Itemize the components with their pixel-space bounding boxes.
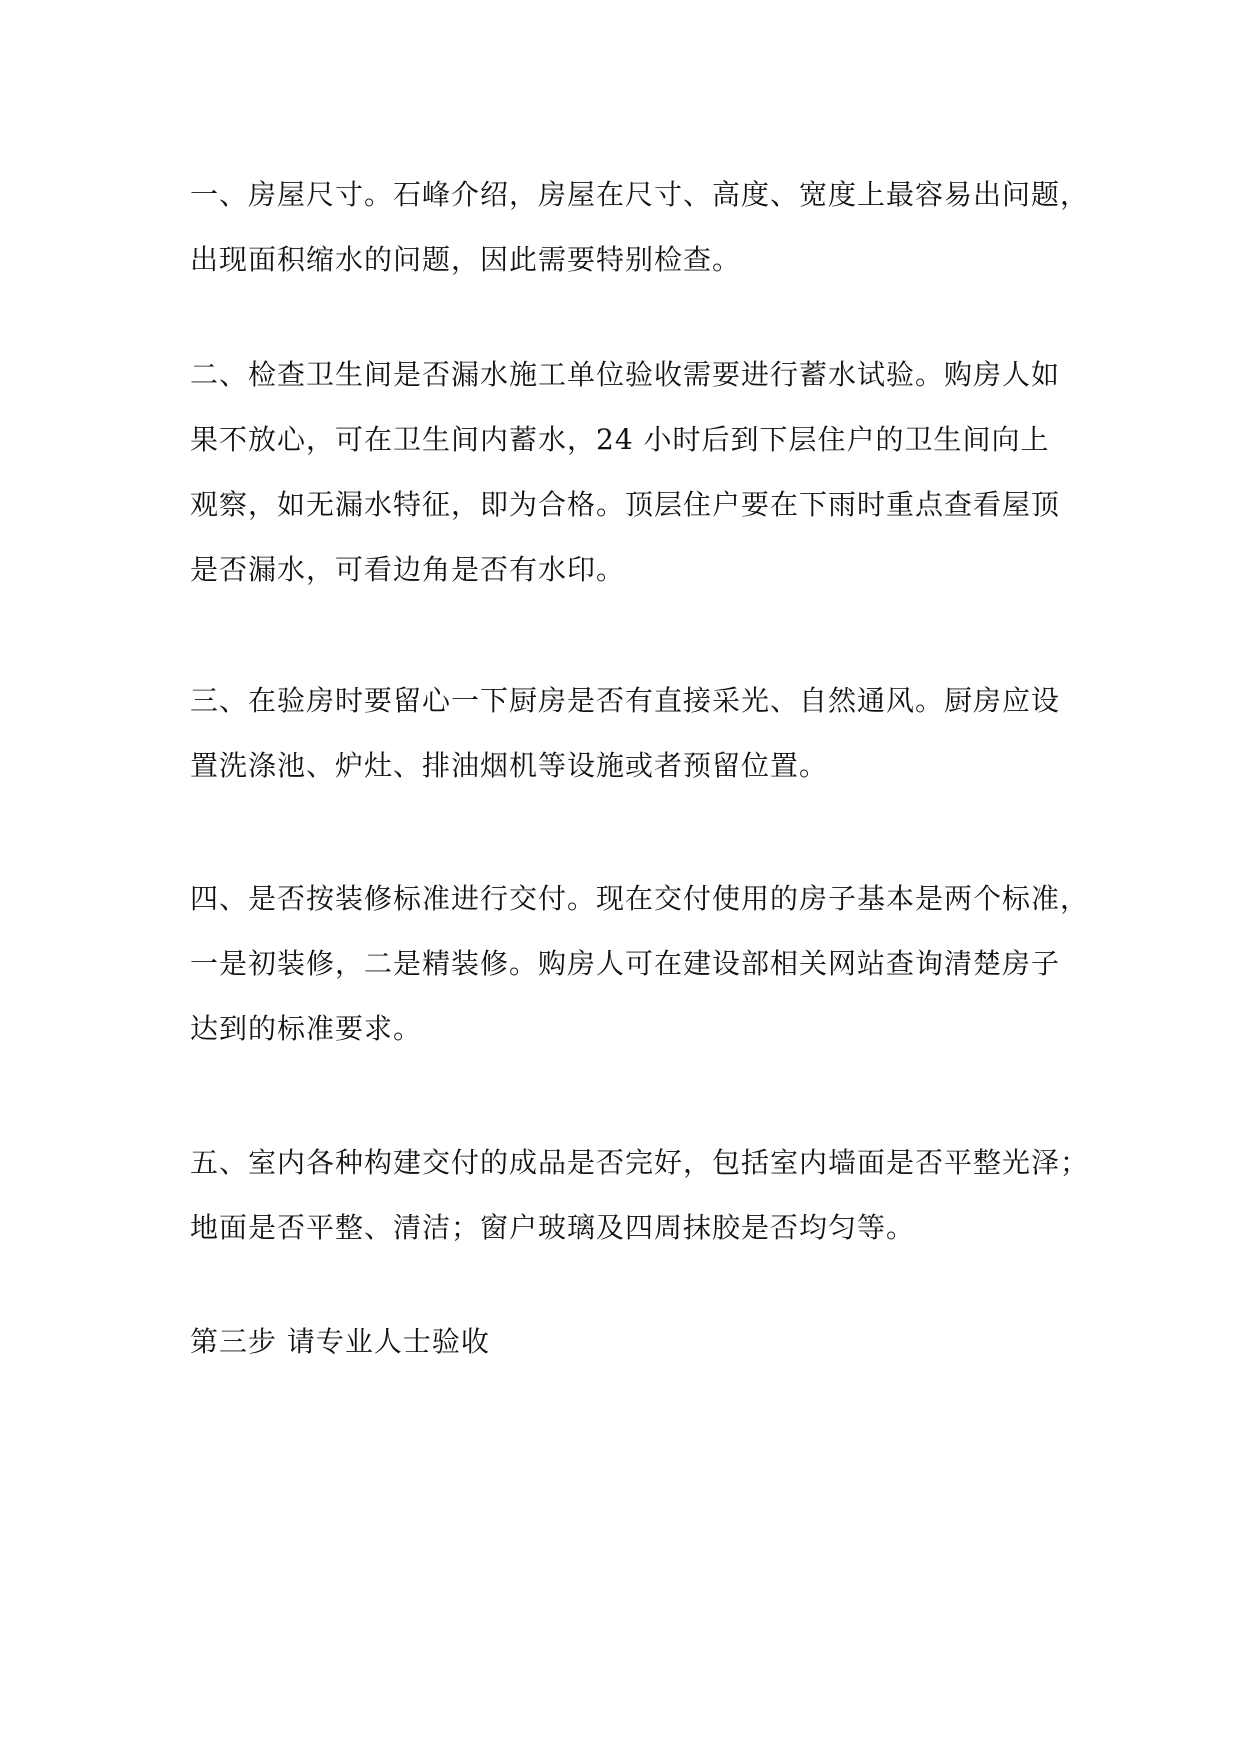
paragraph-line: 观察，如无漏水特征，即为合格。顶层住户要在下雨时重点查看屋顶 bbox=[190, 488, 1061, 521]
paragraph-line: 五、室内各种构建交付的成品是否完好，包括室内墙面是否平整光泽； bbox=[190, 1146, 1090, 1179]
step-heading: 第三步 请专业人士验收 bbox=[190, 1325, 490, 1358]
paragraph-house-size bbox=[190, 162, 1090, 292]
paragraph-kitchen bbox=[190, 668, 1060, 798]
paragraph-line: 置洗涤池、炉灶、排油烟机等设施或者预留位置。 bbox=[190, 749, 829, 782]
paragraph-line: 果不放心，可在卫生间内蓄水，24 小时后到下层住户的卫生间向上 bbox=[190, 423, 1050, 456]
paragraph-line: 一是初装修，二是精装修。购房人可在建设部相关网站查询清楚房子 bbox=[190, 947, 1061, 980]
paragraph-finished-products bbox=[190, 1130, 1090, 1260]
paragraph-line: 四、是否按装修标准进行交付。现在交付使用的房子基本是两个标准， bbox=[190, 882, 1090, 915]
paragraph-line: 达到的标准要求。 bbox=[190, 1012, 423, 1045]
paragraph-line: 一、房屋尺寸。石峰介绍，房屋在尺寸、高度、宽度上最容易出问题， bbox=[190, 178, 1090, 211]
paragraph-line: 地面是否平整、清洁；窗户玻璃及四周抹胶是否均匀等。 bbox=[190, 1211, 916, 1244]
paragraph-decoration-standard bbox=[190, 866, 1090, 1061]
paragraph-line: 出现面积缩水的问题，因此需要特别检查。 bbox=[190, 243, 742, 276]
paragraph-bathroom-leak bbox=[190, 342, 1060, 602]
paragraph-line: 三、在验房时要留心一下厨房是否有直接采光、自然通风。厨房应设 bbox=[190, 684, 1061, 717]
paragraph-line: 是否漏水，可看边角是否有水印。 bbox=[190, 553, 626, 586]
paragraph-line: 二、检查卫生间是否漏水施工单位验收需要进行蓄水试验。购房人如 bbox=[190, 358, 1061, 391]
